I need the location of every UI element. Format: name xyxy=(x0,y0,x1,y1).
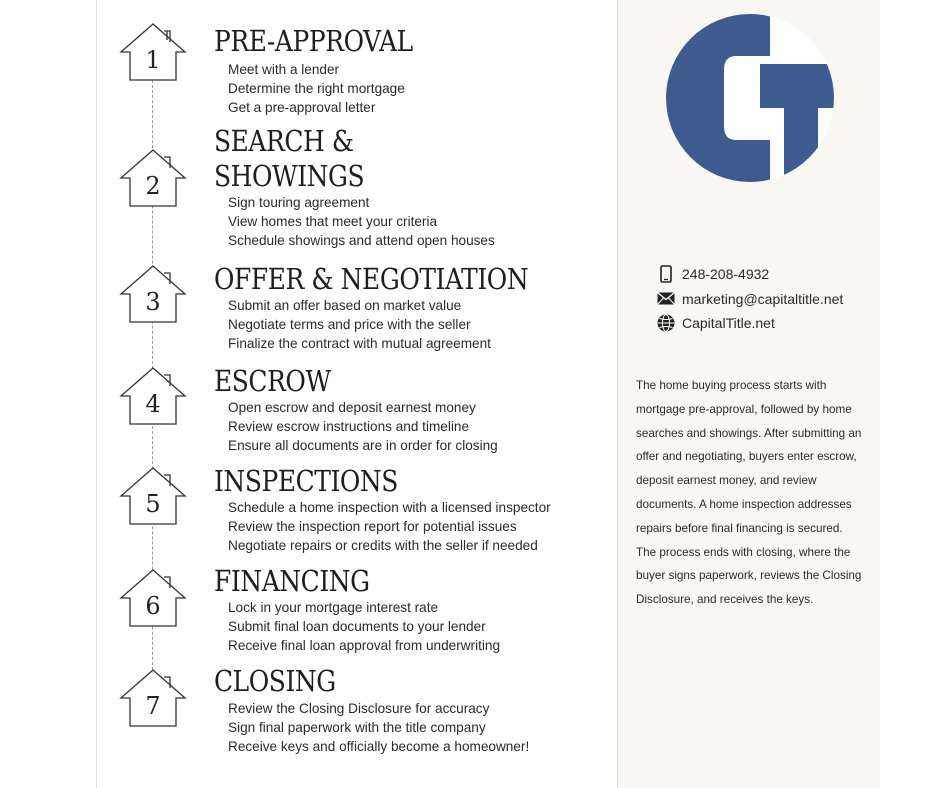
step-item: Sign final paperwork with the title company xyxy=(228,720,486,735)
step-title: FINANCING xyxy=(214,564,370,598)
contact-phone xyxy=(656,262,843,287)
house-icon xyxy=(119,466,187,526)
step-item-list xyxy=(228,598,500,655)
step-item: Lock in your mortgage interest rate xyxy=(228,600,439,615)
step-item: Review the inspection report for potential issues xyxy=(228,519,517,534)
step-item: Get a pre-approval letter xyxy=(228,100,376,115)
steps-column xyxy=(97,0,617,788)
step-item: Negotiate repairs or credits with the seller if needed xyxy=(228,538,538,553)
step-item-list xyxy=(228,398,498,455)
step-number: 1 xyxy=(145,46,161,74)
step-item: Review escrow instructions and timeline xyxy=(228,419,470,434)
step-item-list xyxy=(228,296,491,353)
step-item: Review the Closing Disclosure for accuracy xyxy=(228,701,490,716)
step-title: PRE-APPROVAL xyxy=(214,24,413,58)
step-item: View homes that meet your criteria xyxy=(228,214,438,229)
step-item: Determine the right mortgage xyxy=(228,81,405,96)
step-number: 3 xyxy=(145,288,161,316)
house-icon xyxy=(119,568,187,628)
step-item: Receive final loan approval from underwriting xyxy=(228,638,501,653)
step-item: Receive keys and officially become a homeowner! xyxy=(228,739,530,754)
step-item: Open escrow and deposit earnest money xyxy=(228,400,476,415)
step-item: Schedule showings and attend open houses xyxy=(228,233,495,248)
step-title-line-2: SHOWINGS xyxy=(214,159,365,193)
step-item: Ensure all documents are in order for closing xyxy=(228,438,498,453)
step-title: INSPECTIONS xyxy=(214,464,398,498)
step-item: Negotiate terms and price with the seller xyxy=(228,317,471,332)
globe-icon xyxy=(656,313,676,333)
step-number: 5 xyxy=(145,490,161,518)
step-item-list xyxy=(228,193,495,250)
info-sidebar xyxy=(617,0,880,788)
email-link[interactable]: marketing@capitaltitle.net xyxy=(682,290,844,307)
step-title: ESCROW xyxy=(214,364,331,398)
step-item-list xyxy=(228,60,405,117)
step-item: Submit final loan documents to your lender xyxy=(228,619,486,634)
step-item: Meet with a lender xyxy=(228,62,340,77)
step-item: Schedule a home inspection with a licensed inspector xyxy=(228,500,551,515)
step-title: CLOSING xyxy=(214,664,336,698)
contact-email xyxy=(656,287,843,312)
contact-website xyxy=(656,311,843,336)
contact-list xyxy=(656,262,843,336)
house-icon xyxy=(119,22,187,82)
step-title-line-1: SEARCH & xyxy=(214,124,354,158)
step-item-list xyxy=(228,498,551,555)
house-icon xyxy=(119,366,187,426)
house-icon xyxy=(119,668,187,728)
step-number: 2 xyxy=(145,172,161,200)
envelope-icon xyxy=(656,289,676,309)
phone-link[interactable]: 248-208-4932 xyxy=(682,266,770,283)
flyer-page xyxy=(96,0,880,788)
step-item-list xyxy=(228,699,529,756)
capital-title-logo xyxy=(666,14,834,182)
phone-icon xyxy=(656,264,676,284)
process-summary: The home buying process starts with mortgage pre-approval, followed by home searches and showings. After submitting an offer and negotiating, buyers enter escrow, deposit earnest money, and review documents. A home inspection addresses repairs before final financing is secured. The process ends with closing, where the buyer signs paperwork, reviews the Closing Disclosure, and receives the keys. xyxy=(636,379,862,607)
step-item: Submit an offer based on market value xyxy=(228,298,462,313)
website-link[interactable]: CapitalTitle.net xyxy=(682,315,775,332)
step-title: OFFER & NEGOTIATION xyxy=(214,262,529,296)
step-item: Finalize the contract with mutual agreement xyxy=(228,336,491,351)
house-icon xyxy=(119,264,187,324)
step-number: 6 xyxy=(145,592,161,620)
step-number: 4 xyxy=(145,390,161,418)
step-item: Sign touring agreement xyxy=(228,195,370,210)
step-number: 7 xyxy=(145,692,161,720)
house-icon xyxy=(119,148,187,208)
